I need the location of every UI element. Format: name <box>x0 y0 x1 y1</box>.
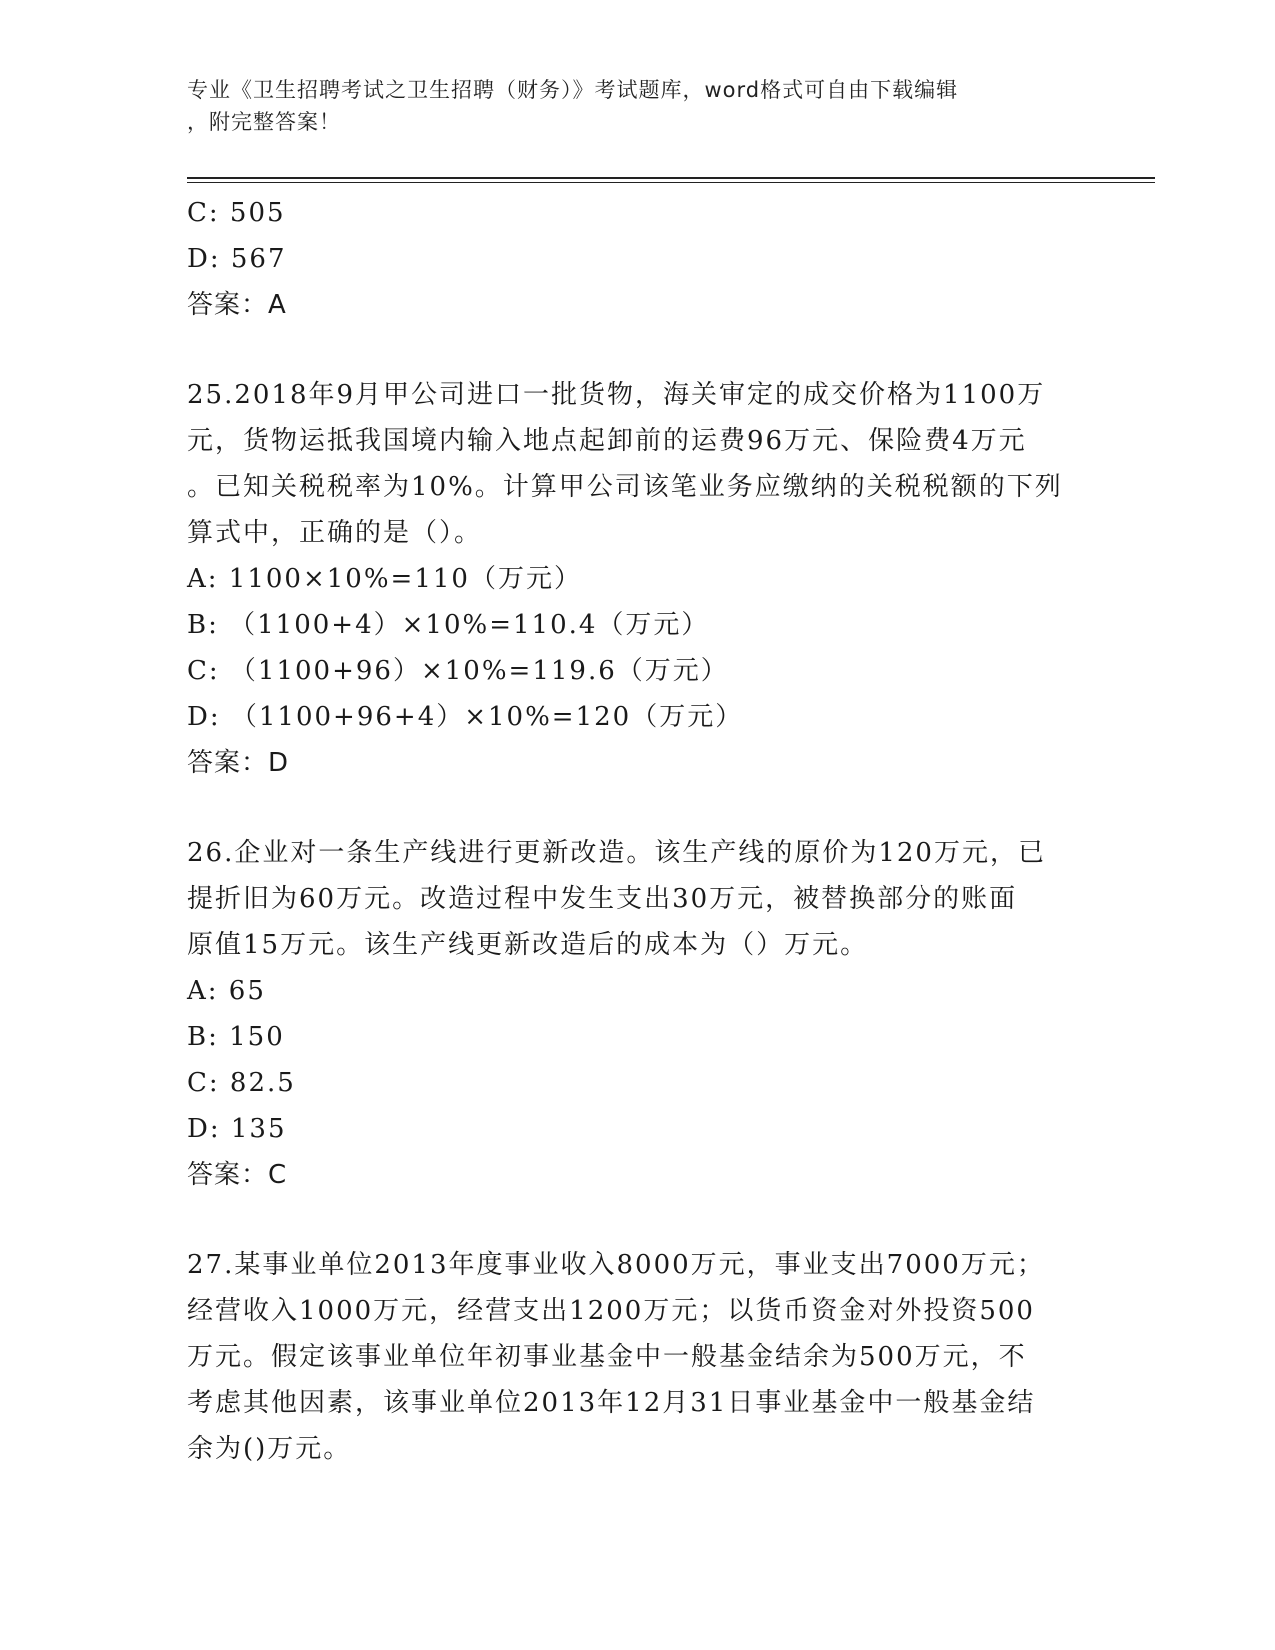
option-d: D: 567 <box>187 244 287 274</box>
header-rule-thin <box>187 182 1155 183</box>
answer-line: 答案：C <box>187 1160 288 1190</box>
question-27 <box>187 1242 1087 1472</box>
document-header <box>187 74 1067 138</box>
option-a: A: 1100×10%=110（万元） <box>187 564 582 594</box>
spacer <box>187 786 1087 830</box>
option-c: C: 505 <box>187 198 286 228</box>
stem-line: 提折旧为60万元。改造过程中发生支出30万元，被替换部分的账面 <box>187 884 1018 914</box>
option-c: C: （1100+96）×10%=119.6（万元） <box>187 656 729 686</box>
header-line-1: 专业《卫生招聘考试之卫生招聘（财务）》考试题库，word格式可自由下载编辑 <box>187 78 959 102</box>
spacer <box>187 328 1087 372</box>
option-b: B: 150 <box>187 1022 285 1052</box>
option-c: C: 82.5 <box>187 1068 296 1098</box>
question-25 <box>187 372 1087 786</box>
option-d: D: 135 <box>187 1114 287 1144</box>
spacer <box>187 1198 1087 1242</box>
stem-line: 算式中，正确的是（）。 <box>187 518 483 548</box>
stem-line: 考虑其他因素，该事业单位2013年12月31日事业基金中一般基金结 <box>187 1388 1036 1418</box>
stem-line: 余为()万元。 <box>187 1434 352 1464</box>
question-26 <box>187 830 1087 1198</box>
question-stem <box>187 372 1077 556</box>
question-stem <box>187 1242 1077 1472</box>
answer-line: 答案：A <box>187 290 287 320</box>
option-b: B: （1100+4）×10%=110.4（万元） <box>187 610 710 640</box>
question-stem <box>187 830 1077 968</box>
stem-line: 经营收入1000万元，经营支出1200万元；以货币资金对外投资500 <box>187 1296 1035 1326</box>
header-rule-thick <box>187 177 1155 179</box>
stem-line: 元，货物运抵我国境内输入地点起卸前的运费96万元、保险费4万元 <box>187 426 1027 456</box>
stem-line: 25.2018年9月甲公司进口一批货物，海关审定的成交价格为1100万 <box>187 380 1046 410</box>
document-content <box>187 190 1087 1472</box>
stem-line: 原值15万元。该生产线更新改造后的成本为（）万元。 <box>187 930 869 960</box>
stem-line: 27.某事业单位2013年度事业收入8000万元，事业支出7000万元； <box>187 1250 1045 1280</box>
option-d: D: （1100+96+4）×10%=120（万元） <box>187 702 744 732</box>
answer-line: 答案：D <box>187 748 290 778</box>
prev-question <box>187 190 1087 328</box>
stem-line: 万元。假定该事业单位年初事业基金中一般基金结余为500万元，不 <box>187 1342 1027 1372</box>
stem-line: 26.企业对一条生产线进行更新改造。该生产线的原价为120万元，已 <box>187 838 1046 868</box>
stem-line: 。已知关税税率为10%。计算甲公司该笔业务应缴纳的关税税额的下列 <box>187 472 1063 502</box>
option-a: A: 65 <box>187 976 266 1006</box>
header-line-2: ，附完整答案！ <box>187 110 341 134</box>
